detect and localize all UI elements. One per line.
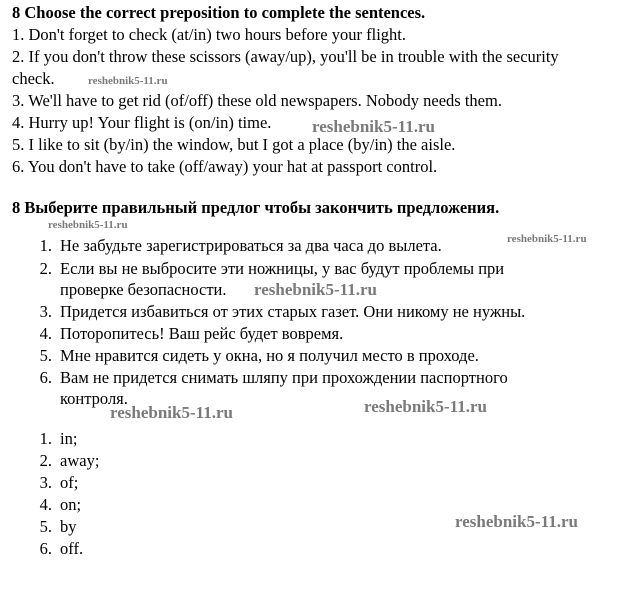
list-item-number: 1. [39, 236, 52, 255]
english-sentence-1: 1. Don't forget to check (at/in) two hours before your flight. [12, 25, 406, 44]
list-item-text: Придется избавиться от этих старых газет. Они никому не нужны. [60, 302, 526, 321]
answer-number: 1. [39, 429, 52, 448]
list-item-text: Мне нравится сидеть у окна, но я получил место в проходе. [60, 346, 479, 365]
english-title: 8 Choose the correct preposition to complete the sentences. [12, 3, 426, 22]
watermark: reshebnik5-11.ru [254, 280, 377, 299]
answer-number: 5. [39, 517, 52, 536]
answer-text: of; [60, 473, 79, 492]
answer-text: in; [60, 429, 78, 448]
russian-title: 8 Выберите правильный предлог чтобы закончить предложения. [12, 198, 500, 217]
list-item-number: 3. [39, 302, 52, 321]
watermark: reshebnik5-11.ru [110, 403, 233, 422]
answer-text: by [60, 517, 77, 536]
list-item-number: 6. [39, 368, 52, 387]
english-sentence-2-cont: check. [12, 69, 55, 88]
answer-number: 6. [39, 539, 52, 558]
english-sentence-5: 5. I like to sit (by/in) the window, but I got a place (by/in) the aisle. [12, 135, 456, 154]
english-sentence-6: 6. You don't have to take (off/away) your hat at passport control. [12, 157, 438, 176]
answer-number: 2. [39, 451, 52, 470]
answer-text: away; [60, 451, 100, 470]
list-item-text: контроля. [60, 389, 128, 408]
list-item-number: 2. [39, 259, 52, 278]
watermark: reshebnik5-11.ru [88, 75, 168, 87]
answer-number: 3. [39, 473, 52, 492]
list-item-text: Не забудьте зарегистрироваться за два часа до вылета. [60, 236, 442, 255]
list-item-number: 4. [39, 324, 52, 343]
answer-text: off. [60, 539, 84, 558]
english-sentence-3: 3. We'll have to get rid (of/off) these old newspapers. Nobody needs them. [12, 91, 502, 110]
answer-text: on; [60, 495, 82, 514]
list-item-text: проверке безопасности. [60, 280, 227, 299]
list-item-text: Если вы не выбросите эти ножницы, у вас будут проблемы при [60, 259, 505, 278]
english-sentence-2: 2. If you don't throw these scissors (away/up), you'll be in trouble with the security [12, 47, 559, 66]
watermark: reshebnik5-11.ru [364, 397, 487, 416]
watermark: reshebnik5-11.ru [48, 219, 128, 231]
watermark: reshebnik5-11.ru [312, 117, 435, 136]
list-item-text: Вам не придется снимать шляпу при прохождении паспортного [60, 368, 508, 387]
list-item-text: Поторопитесь! Ваш рейс будет вовремя. [60, 324, 344, 343]
answer-number: 4. [39, 495, 52, 514]
english-sentence-4: 4. Hurry up! Your flight is (on/in) time. [12, 113, 272, 132]
list-item-number: 5. [39, 346, 52, 365]
watermark: reshebnik5-11.ru [455, 512, 578, 531]
watermark: reshebnik5-11.ru [507, 233, 587, 245]
